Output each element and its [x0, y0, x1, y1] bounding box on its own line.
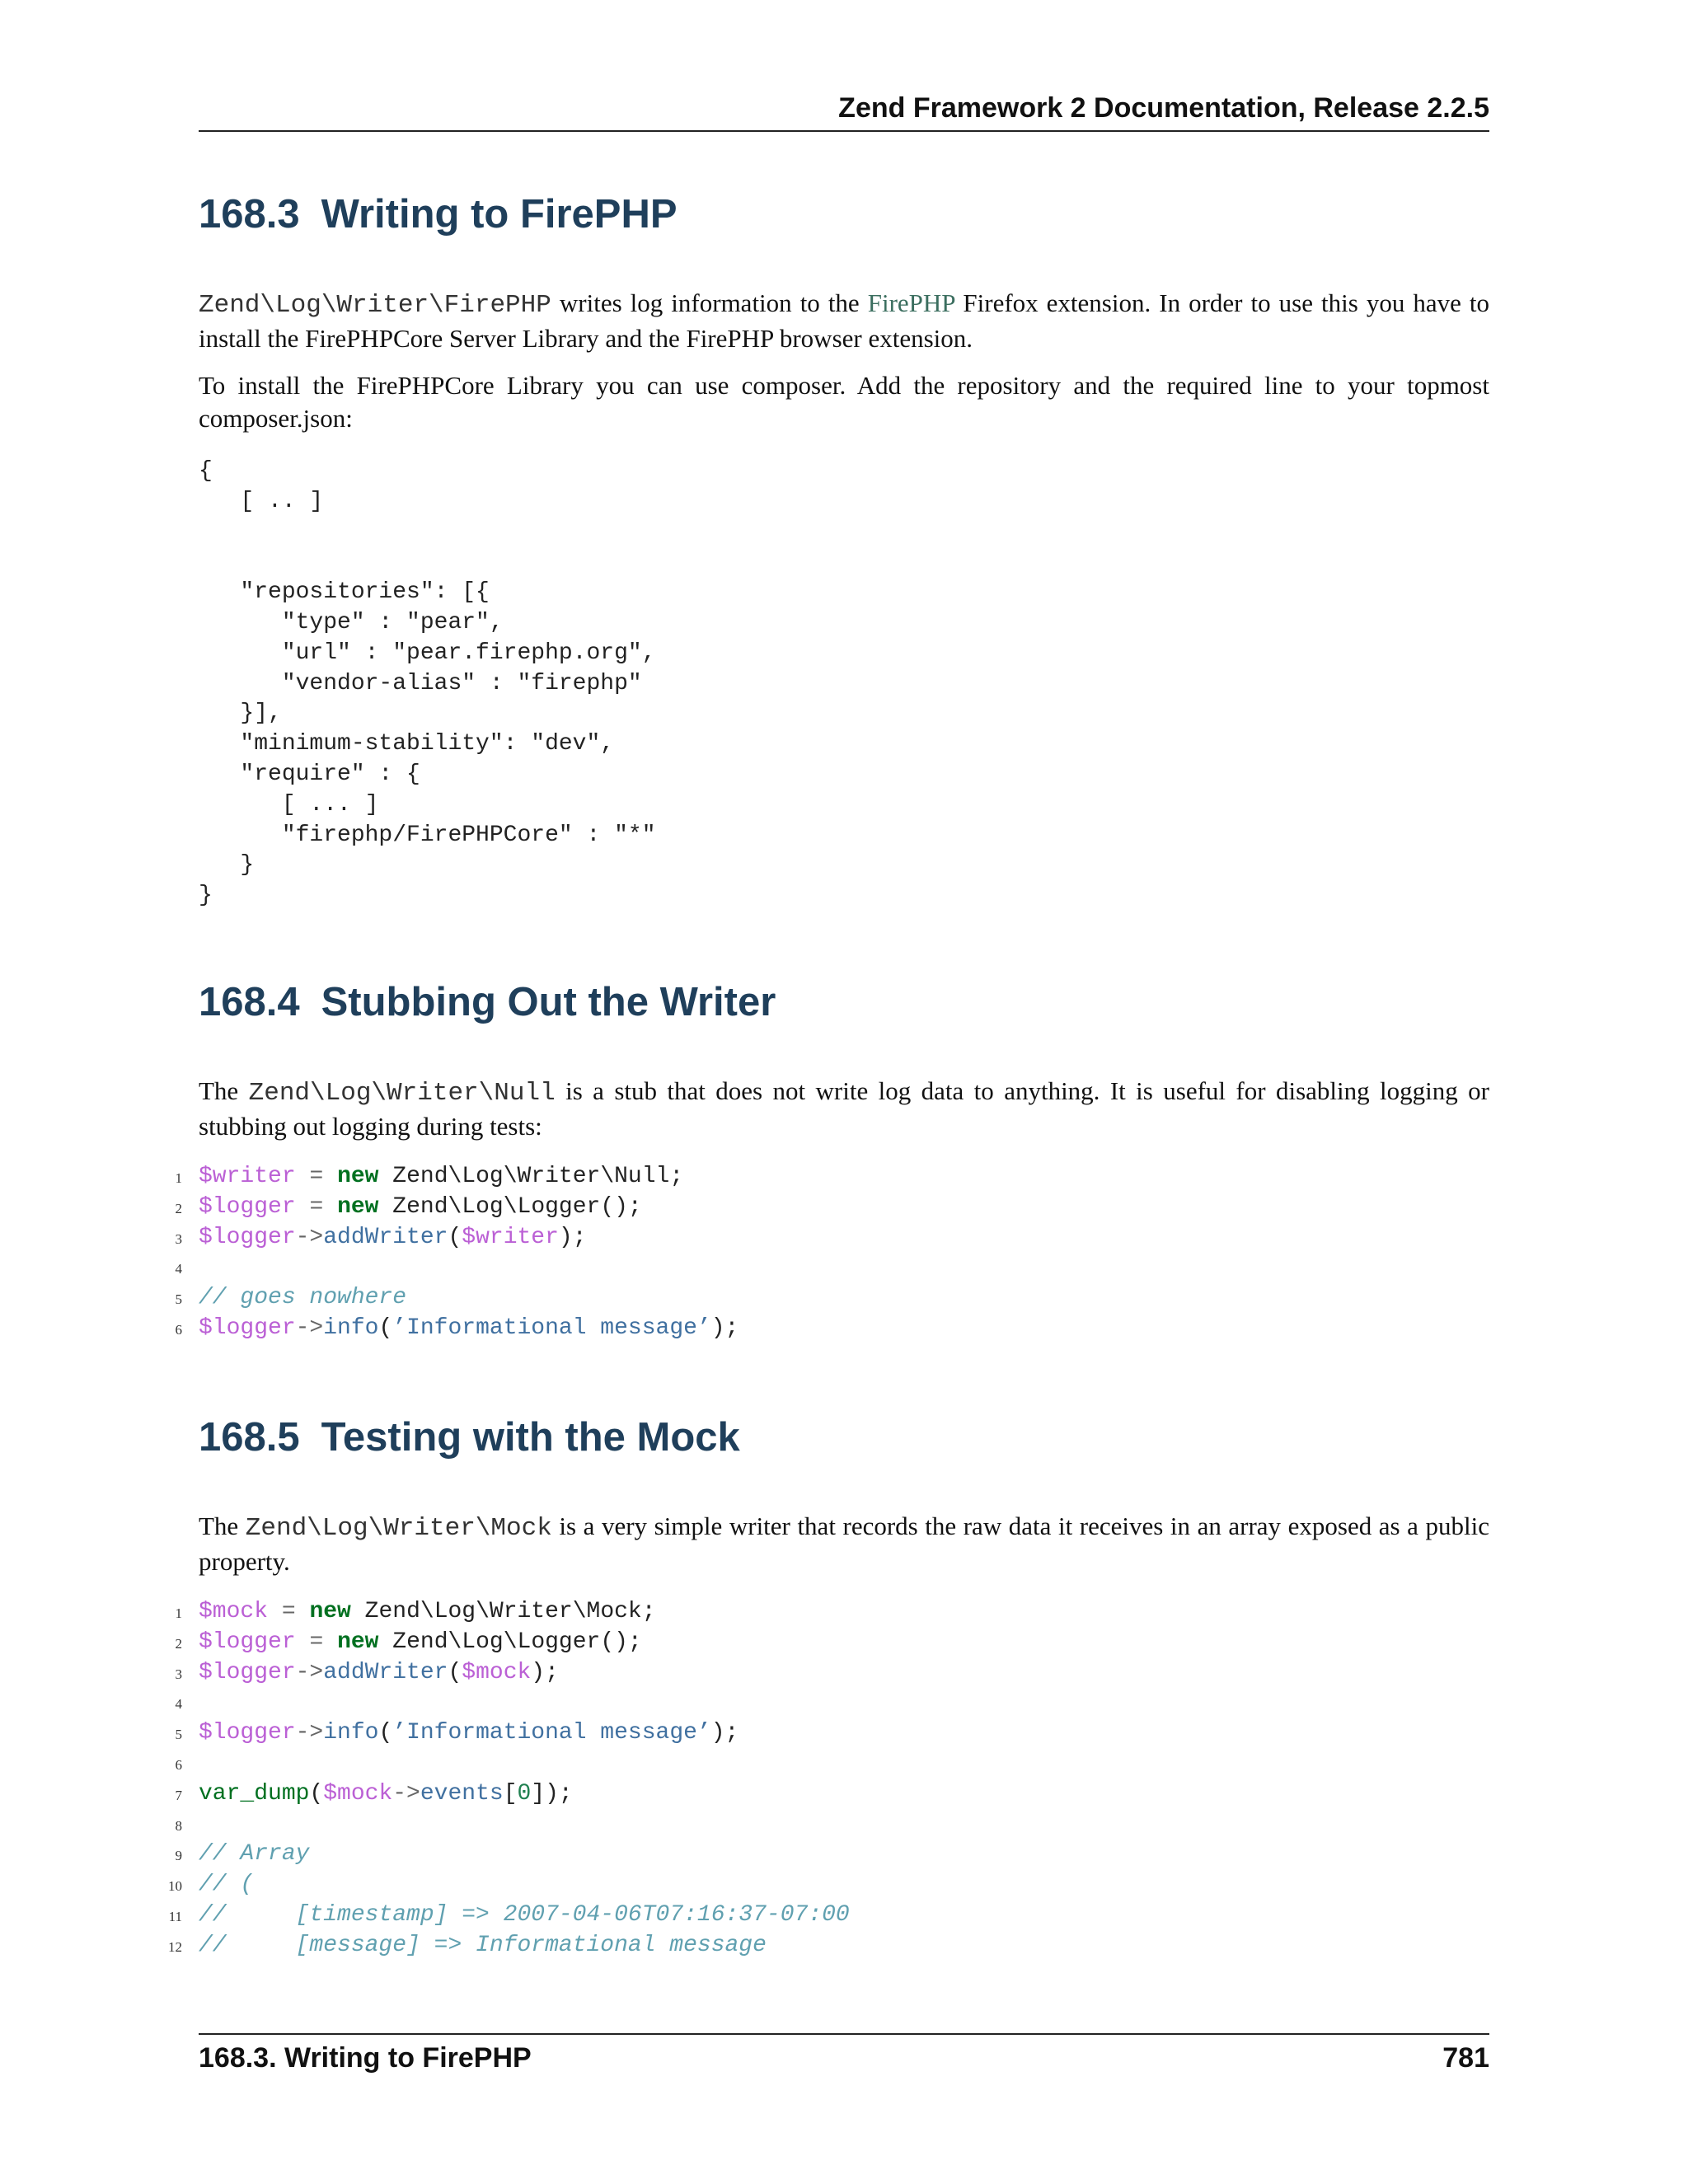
line-number: 7: [175, 1787, 182, 1803]
section-heading-168-4: [199, 979, 776, 1025]
code-token: new: [309, 1599, 351, 1624]
line-number: 12: [168, 1938, 182, 1955]
code-line: "firephp/FirePHPCore" : "*": [199, 822, 656, 848]
line-number: 2: [175, 1635, 182, 1652]
code-token: $logger: [199, 1193, 296, 1220]
code-line: [175, 1749, 850, 1779]
paragraph: [199, 287, 1489, 355]
code-token: ’Informational message’: [392, 1315, 711, 1341]
code-line: "type" : "pear",: [199, 609, 504, 635]
line-number: 2: [175, 1200, 182, 1216]
code-token: $logger: [199, 1315, 296, 1341]
code-token: // (: [199, 1872, 255, 1898]
code-token: $writer: [462, 1224, 559, 1250]
line-number: 1: [175, 1605, 182, 1621]
code-token: [296, 1629, 310, 1655]
line-number: 1: [175, 1170, 182, 1186]
paragraph-text: is a very simple writer that records the raw data it receives in an array exposed as a public property.: [199, 1511, 1489, 1576]
line-number: 8: [175, 1817, 182, 1834]
code-token: ->: [392, 1780, 420, 1807]
code-token: );: [710, 1720, 739, 1746]
code-token: ->: [295, 1659, 324, 1685]
code-token: $mock: [462, 1659, 532, 1685]
section-number: 168.4: [199, 980, 300, 1024]
code-token: [296, 1599, 310, 1624]
code-token: // [timestamp] => 2007-04-06T07:16:37-07:00: [199, 1901, 850, 1928]
section-number: 168.3: [199, 192, 300, 237]
code-line: }],: [199, 701, 282, 727]
code-token: events: [420, 1780, 504, 1807]
running-header: Zend Framework 2 Documentation, Release 2.2.5: [838, 92, 1489, 124]
code-token: =: [309, 1164, 324, 1189]
line-number: 4: [175, 1696, 182, 1713]
footer-rule: [199, 2033, 1489, 2035]
code-line: [199, 547, 656, 578]
code-token: (: [378, 1315, 393, 1341]
code-line: "require" : {: [199, 761, 420, 787]
page-number: 781: [1442, 2042, 1489, 2074]
paragraph: [199, 1510, 1489, 1578]
code-token: [: [503, 1780, 518, 1807]
code-token: $writer: [199, 1164, 296, 1189]
code-token: 0: [517, 1780, 532, 1807]
code-token: Zend\Log\Logger();: [378, 1629, 642, 1655]
code-line: [175, 1688, 850, 1718]
code-line: [175, 1628, 850, 1658]
firephp-link[interactable]: FirePHP: [867, 288, 955, 317]
line-number: 3: [175, 1666, 182, 1682]
code-token: ->: [295, 1720, 324, 1746]
code-token: $mock: [323, 1780, 393, 1807]
code-line: "vendor-alias" : "firephp": [199, 670, 642, 696]
section-title: Stubbing Out the Writer: [321, 980, 776, 1024]
code-token: addWriter: [323, 1659, 448, 1685]
code-line: {: [199, 458, 213, 484]
code-block-composer-json: [199, 457, 656, 912]
code-token: [296, 1194, 310, 1220]
line-number: 6: [175, 1756, 182, 1773]
code-token: Zend\Log\Writer\Mock;: [350, 1599, 656, 1624]
code-token: ’Informational message’: [392, 1720, 711, 1746]
code-line: [175, 1314, 739, 1344]
code-line: [175, 1597, 850, 1628]
code-line: [168, 1870, 850, 1900]
code-line: "repositories": [{: [199, 579, 490, 606]
paragraph: [199, 1075, 1489, 1143]
paragraph-text: The: [199, 1076, 249, 1105]
code-token: $logger: [199, 1659, 296, 1685]
code-token: ]);: [531, 1780, 573, 1807]
code-token: $logger: [199, 1224, 296, 1250]
code-line: [175, 1840, 850, 1870]
paragraph: To install the FirePHPCore Library you can use composer. Add the repository and the required line to your topmost composer.json:: [199, 371, 1489, 433]
code-block-mock-writer: [168, 1597, 850, 1961]
code-token: ->: [295, 1224, 324, 1250]
line-number: 5: [175, 1291, 182, 1308]
code-token: // Array: [199, 1841, 310, 1868]
paragraph-text: Firefox extension. In order to use this you have to install the FirePHPCore Server Library and the FirePHP browser extension.: [199, 288, 1489, 353]
line-number: 9: [175, 1848, 182, 1864]
document-page: [168, 0, 1489, 2184]
code-token: =: [309, 1629, 324, 1655]
code-line: [168, 1931, 850, 1961]
code-token: $mock: [199, 1599, 269, 1624]
section-number: 168.5: [199, 1415, 300, 1460]
code-token: [268, 1599, 282, 1624]
code-token: [323, 1164, 337, 1189]
paragraph-text: writes log information to the: [551, 288, 868, 317]
code-token: Zend\Log\Logger();: [378, 1193, 642, 1220]
code-token: info: [323, 1315, 379, 1341]
code-token: );: [558, 1224, 587, 1250]
code-line: [ .. ]: [199, 488, 324, 514]
code-line: "url" : "pear.firephp.org",: [199, 640, 656, 666]
code-line: [175, 1658, 850, 1689]
section-title: Writing to FirePHP: [321, 192, 678, 237]
code-token: // goes nowhere: [199, 1285, 407, 1311]
code-line: }: [199, 852, 255, 879]
code-token: =: [281, 1599, 296, 1624]
code-token: new: [337, 1193, 379, 1220]
code-line: [175, 1283, 738, 1314]
code-token: (: [378, 1720, 393, 1746]
section-title: Testing with the Mock: [321, 1415, 740, 1460]
code-block-null-writer: [175, 1162, 739, 1344]
code-token: // [message] => Informational message: [199, 1932, 767, 1958]
code-line: [175, 1810, 850, 1840]
code-line: [ ... ]: [199, 791, 379, 818]
code-token: addWriter: [323, 1224, 448, 1250]
paragraph-text: is a stub that does not write log data to anything. It is useful for disabling logging or stubbing out logging during tests:: [199, 1076, 1489, 1141]
line-number: 6: [175, 1321, 182, 1338]
paragraph-text: The: [199, 1511, 246, 1540]
line-number: 3: [175, 1230, 182, 1247]
header-rule: [199, 130, 1489, 132]
code-line: [175, 1223, 738, 1254]
line-number: 4: [175, 1261, 182, 1277]
code-line: [168, 1900, 850, 1931]
code-token: (: [448, 1224, 462, 1250]
code-token: );: [710, 1315, 739, 1341]
inline-code: Zend\Log\Writer\Null: [248, 1079, 556, 1108]
line-number: 10: [168, 1878, 182, 1895]
code-token: [323, 1629, 337, 1655]
code-line: [175, 1779, 850, 1810]
code-token: var_dump: [199, 1780, 310, 1807]
code-token: $logger: [199, 1629, 296, 1655]
code-token: new: [337, 1164, 379, 1189]
code-token: info: [323, 1720, 379, 1746]
code-token: [296, 1164, 310, 1189]
code-line: [175, 1162, 738, 1193]
code-token: new: [337, 1629, 379, 1655]
code-token: =: [309, 1193, 324, 1220]
inline-code: Zend\Log\Writer\FirePHP: [199, 291, 551, 320]
code-line: [199, 518, 656, 548]
line-number: 11: [168, 1908, 182, 1924]
code-token: );: [531, 1659, 559, 1685]
inline-code: Zend\Log\Writer\Mock: [245, 1514, 552, 1543]
code-line: [175, 1253, 738, 1283]
code-token: $logger: [199, 1720, 296, 1746]
section-heading-168-3: [199, 191, 678, 237]
code-token: ->: [295, 1315, 324, 1341]
code-token: Zend\Log\Writer\Null;: [378, 1164, 684, 1189]
code-line: "minimum-stability": "dev",: [199, 731, 615, 757]
footer-section-title: 168.3. Writing to FirePHP: [199, 2042, 532, 2074]
code-token: (: [309, 1780, 324, 1807]
code-line: [175, 1718, 850, 1749]
code-line: }: [199, 883, 213, 909]
code-token: [323, 1194, 337, 1220]
line-number: 5: [175, 1727, 182, 1743]
section-heading-168-5: [199, 1414, 740, 1460]
code-token: (: [448, 1659, 462, 1685]
code-line: [175, 1193, 738, 1223]
